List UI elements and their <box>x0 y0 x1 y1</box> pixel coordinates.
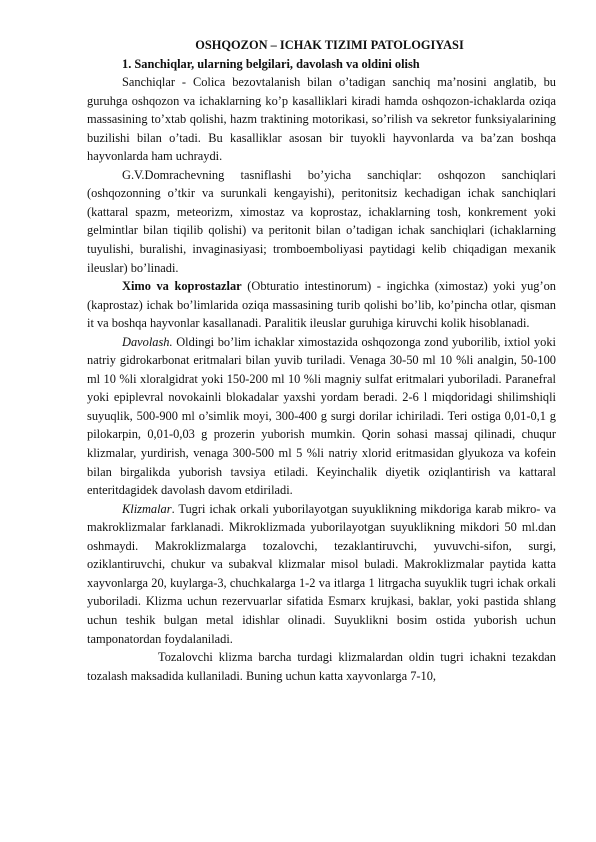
paragraph-enemas <box>87 500 556 648</box>
section-heading: 1. Sanchiqlar, ularning belgilari, davolash va oldini olish <box>122 56 420 71</box>
paragraph-text: Sanchiqlar - Colica bezovtalanish bilan o’tadigan sanchiq ma’nosini anglatib, bu guruhga oshqozon va ichaklarning ko’p kasalliklari kiradi hamda oshqozon-ichaklarda oziqa massasining to’xtab qolishi, hazm traktining motorikasi, so’rilish va sekretor funksiyalarining buzilishi bilan o’tadi. Bu kasalliklar asosan bir tuyokli hayvonlarda va ba’zan boshqa hayvonlarda ham uchraydi. <box>87 75 556 164</box>
paragraph-text: Oldingi bo’lim ichaklar ximostazida oshqozonga zond yuborilib, ixtiol yoki natriy gidrokarbonat eritmalari bilan yuvib turiladi. Venaga 30-50 ml 10 %li analgin, 50-100 ml 10 %li xloralgidrat yoki 150-200 ml 10 %li magniy sulfat eritmalari yuboriladi. Paranefral yoki epiplevral novokainli blokadalar yaxshi yordam beradi. 2-6 l miqdoridagi shilimshiqli suyuqlik, 500-900 ml o’simlik moyi, 300-400 g surgi dorilar ichiriladi. Teri ostiga 0,01-0,1 g pilokarpin, 0,01-0,03 g prozerin yuborish mumkin. Qorin sohasi massaj qilinadi, chuqur klizmalar, yurdirish, venaga 300-500 ml 5 %li natriy xlorid eritmasidan glyukoza va kofein bilan birgalikda yuborish tavsiya etiladi. Keyinchalik diyetik oziqlantirish va kattaral enteritdagidek davolash davom etdiriladi. <box>87 334 556 498</box>
paragraph-lead-term: Ximo va koprostazlar <box>122 279 242 294</box>
paragraph-treatment <box>87 333 556 500</box>
paragraph-lead-term: Davolash. <box>122 334 173 349</box>
paragraph-cleansing-enema <box>87 648 556 685</box>
paragraph-domrachev-classification <box>87 166 556 277</box>
paragraph-text: G.V.Domrachevning tasniflashi bo’yicha sanchiqlar: oshqozon sanchiqlari (oshqozonning o’tkir va surunkali kengayishi), peritonitsiz kechadigan ichak sanchiqlari (kattaral spazm, meteorizm, ximostaz va koprostaz, ichaklarning tosh, konkrement yoki gelmintlar bilan tiqilib qolishi) va peritonit bilan o’tadigan ichak sanchiqlari (ichaklarning tuyulishi, buralishi, invaginasiyasi; tromboemboliyasi paytidagi kelib chiqadigan mexanik ileuslar) bo’linadi. <box>87 167 556 275</box>
paragraph-colica-definition <box>87 73 556 166</box>
paragraph-ximostaz <box>87 277 556 333</box>
paragraph-text: (Obturatio intestinorum) - ingichka (ximostaz) yoki yug’on (kaprostaz) ichak bo’limlarida oziqa massasining turib qolishi bo’lib, ko’pincha otlar, qisman it va boshqa hayvonlar kasallanadi. Paralitik ileuslar guruhiga kiruvchi kolik hisoblanadi. <box>87 279 556 331</box>
paragraph-text: . Tugri ichak orkali yuborilayotgan suyuklikning mikdoriga karab mikro- va makroklizmalar farklanadi. Mikroklizmada yuborilayotgan suyuklikning mikdori 50 ml.dan oshmaydi. Makroklizmalarga tozalovchi, tezaklantiruvchi, yuvuvchi-sifon, surgi, oziklantiruvchi, chukur va subakval klizmalar misol buladi. Makroklizmalar paytida katta xayvonlarga 20, kuylarga-3, chuchkalarga 1-2 va itlarga 1 litrgacha suyuklik tugri ichak orkali yuboriladi. Klizma uchun rezervuarlar sifatida Esmarx krujkasi, baklar, yoki pastida shlang uchun teshik bulgan metal idishlar olinadi. Suyuklikni bosim ostida yuborish uchun tamponatordan foydalaniladi. <box>87 501 556 646</box>
document-page <box>87 36 556 685</box>
paragraph-lead-term: Klizmalar <box>122 501 172 516</box>
paragraph-text: Tozalovchi klizma barcha turdagi klizmalardan oldin tugri ichakni tezakdan tozalash maksadida kullaniladi. Buning uchun katta xayvonlarga 7-10, <box>87 650 556 683</box>
document-title: OSHQOZON – ICHAK TIZIMI PATOLOGIYASI <box>195 38 464 52</box>
